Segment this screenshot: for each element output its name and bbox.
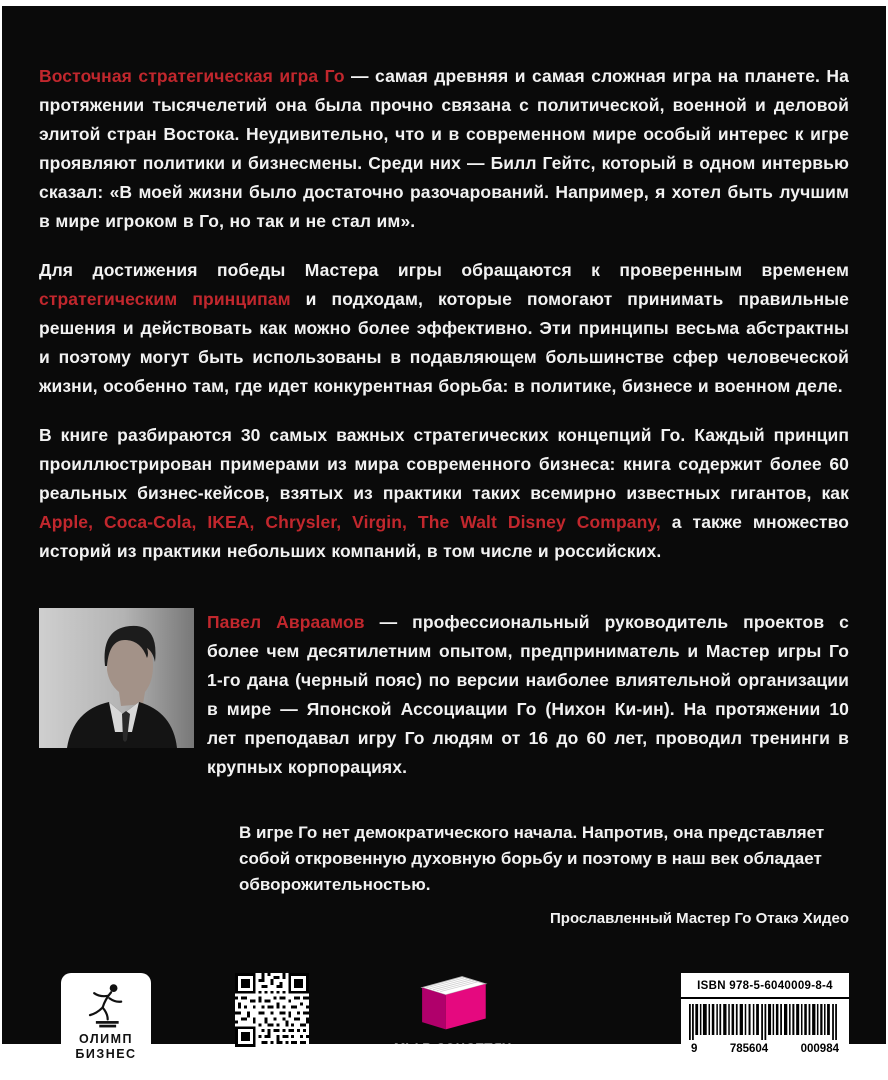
barcode-digits bbox=[689, 1043, 841, 1055]
quote-text: В игре Го нет демократического начала. Напротив, она представляет собой откровенную духовную борьбу и поэтому в наш век обладает обворожительностью. bbox=[239, 823, 825, 894]
back-cover bbox=[2, 6, 886, 1074]
barcode-icon bbox=[689, 1004, 841, 1042]
social-block bbox=[394, 973, 511, 1076]
publisher-name-line1: ОЛИМП bbox=[78, 1032, 134, 1046]
social-handle: @OlimpBusiness bbox=[396, 1059, 509, 1074]
intro-paragraph bbox=[39, 62, 849, 236]
author-name: Павел Авраамов bbox=[207, 612, 365, 632]
intro-highlight: Восточная стратегическая игра Го bbox=[39, 66, 345, 86]
author-portrait-graphic bbox=[39, 608, 194, 748]
publisher-logo bbox=[61, 973, 151, 1071]
qr-block bbox=[235, 973, 334, 1072]
book-icon bbox=[407, 973, 499, 1033]
isbn-divider bbox=[681, 997, 849, 999]
author-bio-text: — профессиональный руководитель проектов с более чем десятилетним опытом, предприниматель и Мастер игры Го 1-го дана (черный пояс) по версии наиболее влиятельной организации в мире — Японской Ассоциации Го (Нихон Ки-ин). На протяжении 10 лет преподавал игру Го людям от 16 до 60 лет, проводил тренинги в крупных корпорациях. bbox=[207, 612, 849, 777]
quote-attribution: Прославленный Мастер Го Отакэ Хидео bbox=[550, 910, 849, 927]
author-section bbox=[39, 608, 849, 782]
barcode-digits-group2: 000984 bbox=[800, 1043, 839, 1055]
website-url: www.olbuss.ru bbox=[235, 1056, 335, 1072]
intro-text: — самая древняя и самая сложная игра на планете. На протяжении тысячелетий она была прочно связана с политической, военной и деловой элитой стран Востока. Неудивительно, что и в современном мире особый интерес к игре проявляют политики и бизнесмены. Среди них — Билл Гейтс, который в одном интервью сказал: «В моей жизни было достаточно разочарований. Например, я хотел быть лучшим в мире игроком в Го, но так и не стал им». bbox=[39, 66, 849, 231]
footer bbox=[39, 973, 849, 1076]
book-brands-highlight: Apple, Coca-Cola, IKEA, Chrysler, Virgin, The Walt Disney Company, bbox=[39, 512, 661, 532]
isbn-number: ISBN 978-5-6040009-8-4 bbox=[697, 980, 833, 992]
author-bio bbox=[207, 608, 849, 782]
barcode-digit-lead: 9 bbox=[691, 1043, 698, 1055]
book-text-post: а также множество историй из практики небольших компаний, в том числе и российских. bbox=[39, 512, 850, 561]
book-text-pre: В книге разбираются 30 самых важных стратегических концепций Го. Каждый принцип проиллюстрирован примерами из мира современного бизнеса: книга содержит более 60 реальных бизнес-кейсов, взятых из практики таких всемирно известных гигантов, как bbox=[39, 425, 849, 503]
strategy-text-post: и подходам, которые помогают принимать правильные решения и действовать как можно более эффективно. Эти принципы весьма абстрактны и поэтому могут быть использованы в подавляющем большинстве сфер человеческой жизни, особенно там, где идет конкурентная борьба: в политике, бизнесе и военном деле. bbox=[39, 289, 849, 396]
strategy-highlight: стратегическим принципам bbox=[39, 289, 291, 309]
publisher-figure-icon bbox=[79, 981, 133, 1029]
barcode-digits-group1: 785604 bbox=[729, 1043, 769, 1055]
strategy-paragraph bbox=[39, 256, 849, 401]
qr-code-icon bbox=[235, 973, 309, 1047]
publisher-name-line2: БИЗНЕС bbox=[75, 1047, 137, 1061]
isbn-block bbox=[681, 973, 849, 1061]
book-paragraph bbox=[39, 421, 849, 566]
social-label: МЫ В СОЦСЕТЯХ bbox=[394, 1041, 512, 1056]
author-photo bbox=[39, 608, 194, 748]
strategy-text-pre: Для достижения победы Мастера игры обращаются к проверенным временем bbox=[39, 260, 849, 280]
quote-section bbox=[239, 820, 849, 927]
